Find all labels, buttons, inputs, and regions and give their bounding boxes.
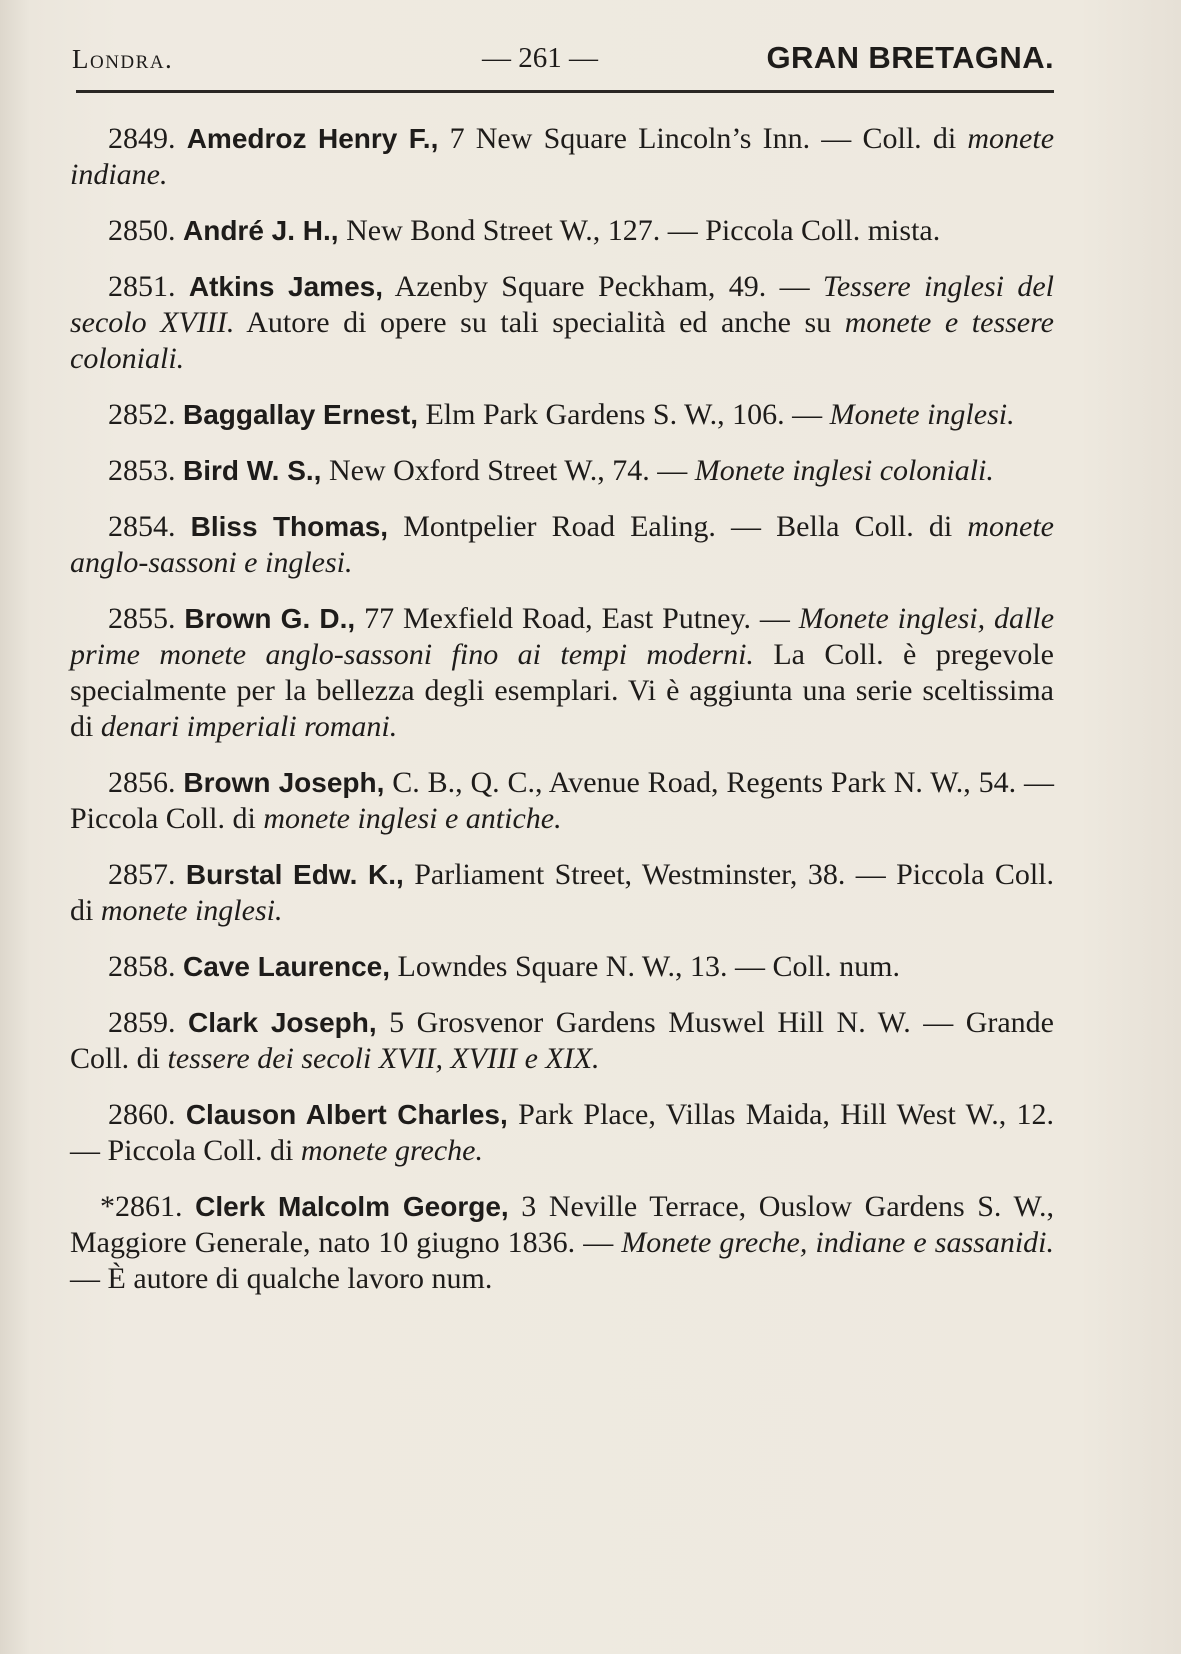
entry-number: 2859.	[108, 1006, 176, 1039]
collection-subject: Monete inglesi, dalle prime monete anglo-sassoni fino ai tempi moderni.	[70, 602, 1055, 671]
entry-text: — È autore di qualche lavoro num.	[70, 1262, 493, 1295]
collector-name: Bliss Thomas,	[190, 511, 389, 542]
entry-text: Azenby Square Peckham, 49. —	[383, 270, 823, 303]
directory-entry	[70, 949, 1054, 985]
entry-number: 2852.	[108, 398, 176, 431]
directory-entry	[70, 121, 1054, 193]
collector-name: Clerk Malcolm George,	[195, 1191, 509, 1222]
directory-entry	[70, 269, 1054, 377]
collector-name: Atkins James,	[188, 271, 383, 302]
collection-subject: tessere dei secoli XVII, XVIII e XIX.	[167, 1042, 600, 1075]
collection-subject: Monete inglesi coloniali.	[694, 454, 994, 487]
collection-subject: monete e tessere coloniali.	[70, 306, 1054, 375]
collector-name: Amedroz Henry F.,	[186, 123, 439, 154]
entry-number: 2860.	[108, 1098, 176, 1131]
collection-subject: denari imperiali romani.	[100, 710, 398, 743]
entry-text: Montpelier Road Ealing. — Bella Coll. di	[388, 510, 968, 543]
collection-subject: Monete greche, indiane e sassanidi.	[621, 1226, 1054, 1259]
entry-text: 5 Grosvenor Gardens Muswel Hill N. W. — Grande Coll. di	[70, 1006, 1054, 1075]
collector-name: Clauson Albert Charles,	[185, 1099, 508, 1130]
directory-entry	[70, 453, 1054, 489]
entry-text: New Oxford Street W., 74. —	[321, 454, 695, 487]
collector-name: André J. H.,	[183, 215, 339, 246]
directory-entry	[70, 509, 1054, 581]
directory-entry	[70, 213, 1054, 249]
collection-subject: Tessere inglesi del secolo XVIII.	[70, 270, 1055, 339]
header-country: GRAN BRETAGNA.	[766, 40, 1054, 75]
directory-entry	[70, 857, 1054, 929]
entry-text: Park Place, Villas Maida, Hill West W., 12. — Piccola Coll. di	[70, 1098, 1055, 1167]
entry-number: 2855.	[108, 602, 176, 635]
entry-number: 2856.	[108, 766, 176, 799]
entry-text: 77 Mexfield Road, East Putney. —	[355, 602, 799, 635]
collector-name: Baggallay Ernest,	[183, 399, 418, 430]
entry-text: Autore di opere su tali specialità ed anche su	[234, 306, 845, 339]
header-city: Londra.	[72, 44, 174, 74]
entry-number: 2858.	[108, 950, 176, 983]
entry-text: New Bond Street W., 127. — Piccola Coll. mista.	[338, 214, 941, 247]
entry-number: 2849.	[108, 122, 176, 155]
entry-number: 2851.	[108, 270, 176, 303]
directory-entry	[70, 601, 1054, 745]
collection-subject: Monete inglesi.	[829, 398, 1015, 431]
entry-list	[70, 121, 1054, 1317]
entry-text: Elm Park Gardens S. W., 106. —	[417, 398, 830, 431]
directory-entry	[70, 765, 1054, 837]
header-rule	[76, 90, 1054, 93]
entry-number: 2853.	[108, 454, 176, 487]
collection-subject: monete inglesi e antiche.	[263, 802, 562, 835]
directory-entry	[70, 397, 1054, 433]
entry-text: 3 Neville Terrace, Ouslow Gardens S. W., Maggiore Generale, nato 10 giugno 1836. —	[70, 1190, 1055, 1259]
entry-text: La Coll. è pregevole specialmente per la bellezza degli esemplari. Vi è aggiunta una serie sceltissima di	[70, 638, 1054, 743]
entry-number: *2861.	[100, 1190, 183, 1223]
collector-name: Bird W. S.,	[183, 455, 322, 486]
collection-subject: monete anglo-sassoni e inglesi.	[70, 510, 1054, 579]
collector-name: Clark Joseph,	[188, 1007, 377, 1038]
collection-subject: monete inglesi.	[100, 894, 283, 927]
running-header	[72, 38, 1054, 82]
collection-subject: monete indiane.	[70, 122, 1055, 191]
entry-text: Parliament Street, Westminster, 38. — Piccola Coll. di	[70, 858, 1054, 927]
page-number: — 261 —	[482, 42, 598, 74]
entry-number: 2854.	[108, 510, 176, 543]
collector-name: Burstal Edw. K.,	[185, 859, 404, 890]
directory-entry	[70, 1097, 1054, 1169]
entry-number: 2857.	[108, 858, 176, 891]
entry-text: Lowndes Square N. W., 13. — Coll. num.	[390, 950, 900, 983]
collector-name: Brown G. D.,	[184, 603, 356, 634]
entry-number: 2850.	[108, 214, 176, 247]
directory-entry	[70, 1189, 1054, 1297]
collector-name: Brown Joseph,	[183, 767, 385, 798]
directory-entry	[70, 1005, 1054, 1077]
entry-text: C. B., Q. C., Avenue Road, Regents Park N. W., 54. — Piccola Coll. di	[70, 766, 1054, 835]
collector-name: Cave Laurence,	[183, 951, 390, 982]
collection-subject: monete greche.	[300, 1134, 483, 1167]
entry-text: 7 New Square Lincoln’s Inn. — Coll. di	[438, 122, 968, 155]
